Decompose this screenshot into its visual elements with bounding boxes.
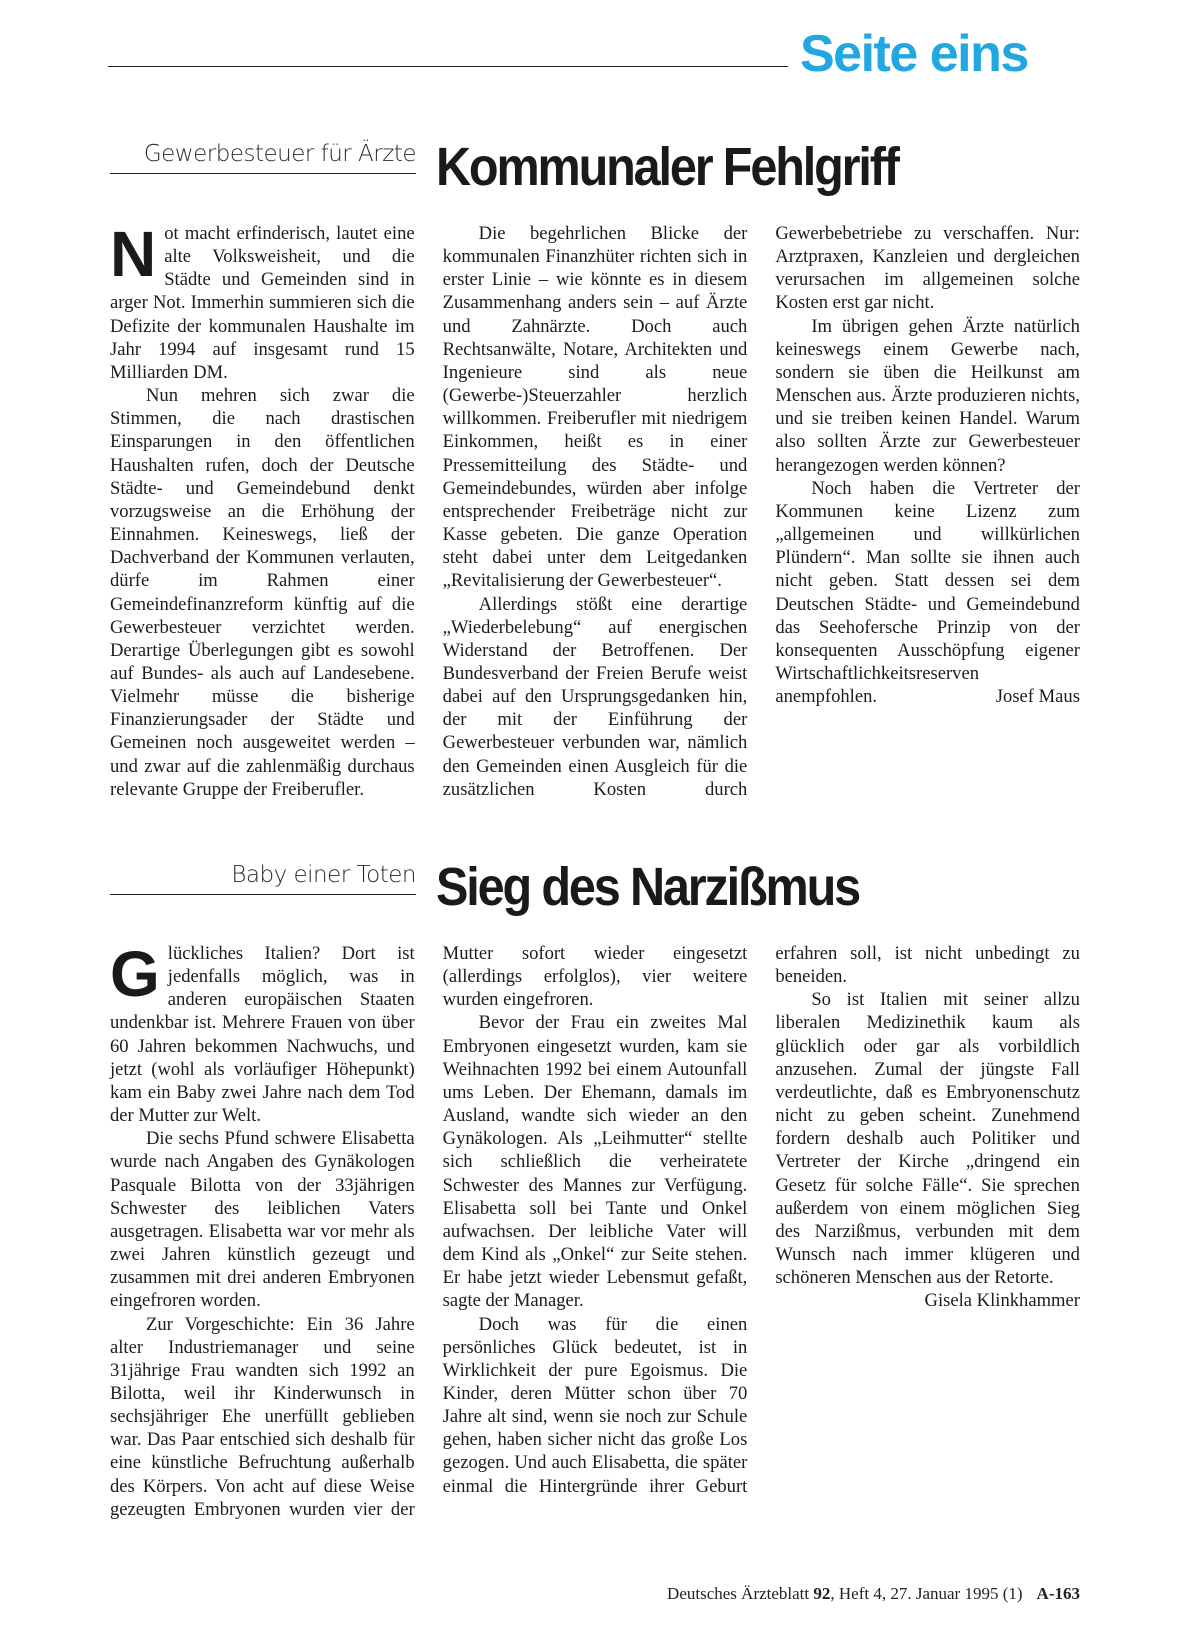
page-footer (560, 1584, 1080, 1604)
article-2-author: Gisela Klinkhammer (924, 1290, 1080, 1312)
article-1-lead-paragraph (110, 218, 415, 384)
footer-volume: 92 (813, 1584, 831, 1603)
article-2-paragraph-3: Zur Vorgeschichte: Ein 36 Jahre alter Industriemanager und seine 31jährige Frau wandten sich 1992 an Bilotta, weil ihr Kinderwunsch in sechsjähriger Ehe unerfüllt geblieben war. Das Paar entschied sich deshalb für eine künstliche Befruchtung außerhalb des Körpers. Von acht auf diese Weise gezeugten Embryonen wurden vier der Mutter sofort wieder eingesetzt (allerdings erfolglos), vier weitere wurden eingefroren. (110, 943, 748, 1520)
article-2-paragraph-6 (775, 988, 1080, 1312)
article-2-body (110, 938, 1080, 1532)
article-1-paragraph-3: Die begehrlichen Blicke der kommunalen Finanzhüter richten sich in erster Linie – wie könnte es in diesem Zusammenhang anders sein – auf Ärzte und Zahnärzte. Doch auch Rechtsanwälte, Notare, Architekten und Ingenieure sind als neue (Gewerbe-)Steuerzahler herzlich willkommen. Freiberufler mit niedrigem Einkommen, heißt es in einer Pressemitteilung des Städte- und Gemeindebundes, würden aber infolge entsprechender Freibeträge nicht zur Kasse gebeten. Die ganze Operation steht dabei unter dem Leitgedanken „Revitalisierung der Gewerbesteuer“. (442, 223, 748, 592)
footer-journal: Deutsches Ärzteblatt (667, 1584, 810, 1603)
footer-page-number: A-163 (1036, 1584, 1080, 1603)
article-2-dropcap: G (110, 938, 160, 1010)
article-1-headline: Kommunaler Fehlgriff (436, 137, 898, 197)
article-1-body (110, 218, 1080, 812)
article-2-lead-paragraph (110, 938, 415, 1127)
article-1-paragraph-5: Im übrigen gehen Ärzte natürlich keineswegs einem Gewerbe nach, sondern sie üben die Heilkunst am Menschen aus. Ärzte produzieren nichts, und sie treiben keinen Handel. Warum also sollten Ärzte zur Gewerbesteuer herangezogen werden können? (775, 315, 1080, 476)
article-2-lead-text: lückliches Italien? Dort ist jedenfalls möglich, was in anderen europäischen Staaten undenkbar ist. Mehrere Frauen von über 60 Jahren bekommen Nachwuchs, und jetzt (wohl als vorläufiger Höhepunkt) kam ein Baby zwei Jahre nach dem Tod der Mutter zur Welt. (110, 943, 415, 1127)
header-rule (108, 66, 788, 67)
article-1-lead-text: ot macht erfinderisch, lautet eine alte Volksweisheit, und die Städte und Gemeinden sind in arger Not. Immerhin summieren sich die Defizite der kommunalen Haushalte im Jahr 1994 auf insgesamt rund 15 Milliarden DM. (110, 223, 415, 383)
article-2-kicker: Baby einer Toten (110, 862, 416, 895)
article-1-author: Josef Maus (995, 686, 1080, 708)
article-1-paragraph-6-text: Noch haben die Vertreter der Kommunen keine Lizenz zum „allgemeinen und willkürlichen Plündern“. Man sollte sie ihnen auch nicht geben. Statt dessen sei dem Deutschen Städte- und Gemeindebund das Seehofersche Prinzip von der konsequenten Ausschöpfung eigener Wirtschaftlichkeitsreserven anempfohlen. (775, 477, 1080, 708)
article-1-paragraph-2: Nun mehren sich zwar die Stimmen, die nach drastischen Einsparungen in den öffentlichen Haushalten rufen, doch der Deutsche Städte- und Gemeindebund denkt vorzugsweise an die Erhöhung der Einnahmen. Keineswegs, ließ der Dachverband der Kommunen verlauten, dürfe im Rahmen einer Gemeindefinanzreform künftig auf die Gewerbesteuer verzichtet werden. Derartige Überlegungen gibt es sowohl auf Bundes- als auch auf Landesebene. Vielmehr müsse die bisherige Finanzierungsader der Städte und Gemeinen noch ausgeweitet werden – und zwar auf die zahlenmäßig durchaus relevante Gruppe der Freiberufler. (110, 385, 415, 800)
article-2-paragraph-5: Doch was für die einen persönliches Glück bedeutet, ist in Wirklichkeit der pure Egoismus. Die Kinder, deren Mütter schon über 70 Jahre alt sind, wenn sie noch zur Schule gehen, haben sicher nicht das große Los gezogen. Und auch Elisabetta, die später einmal die Hintergründe ihrer Geburt erfahren soll, ist nicht unbedingt zu beneiden. (442, 943, 1080, 1497)
footer-issue: , Heft 4, 27. Januar 1995 (1) (830, 1584, 1023, 1603)
article-2-paragraph-4: Bevor der Frau ein zweites Mal Embryonen eingesetzt wurden, kam sie Weihnachten 1992 bei einem Autounfall ums Leben. Der Ehemann, damals im Ausland, wandte sich wieder an den Gynäkologen. Als „Leihmutter“ stellte sich schließlich die verheiratete Schwester des Mannes zur Verfügung. Elisabetta soll bei Tante und Onkel aufwachsen. Der leibliche Vater will dem Kind als „Onkel“ zur Seite stehen. Er habe jetzt wieder Lebensmut gefaßt, sagte der Manager. (442, 1012, 748, 1312)
article-2-paragraph-6-text: So ist Italien mit seiner allzu liberalen Medizinethik kaum als glücklich oder gar als vorbildlich anzusehen. Zumal der jüngste Fall verdeutlichte, daß es Embryonenschutz nicht zu geben scheint. Zunehmend fordern deshalb auch Politiker und Vertreter der Kirche „dringend ein Gesetz für solche Fälle“. Sie sprechen außerdem von einem möglichen Sieg des Narzißmus, verbunden mit dem Wunsch nach immer klügeren und schöneren Menschen aus der Retorte. (775, 989, 1080, 1289)
section-label: Seite eins (800, 25, 1028, 83)
article-1-paragraph-6 (775, 477, 1080, 709)
article-2-headline: Sieg des Narzißmus (436, 857, 859, 917)
article-2-paragraph-2: Die sechs Pfund schwere Elisabetta wurde nach Angaben des Gynäkologen Pasquale Bilotta von der 33jährigen Schwester des leiblichen Vaters ausgetragen. Elisabetta war vor mehr als zwei Jahren künstlich gezeugt und zusammen mit drei anderen Embryonen eingefroren worden. (110, 1128, 415, 1312)
article-1-paragraph-4: Allerdings stößt eine derartige „Wiederbelebung“ auf energischen Widerstand der Betroffenen. Der Bundesverband der Freien Berufe weist dabei auf den Ursprungsgedanken hin, der mit der Einführung der Gewerbesteuer verbunden war, nämlich den Gemeinden einen Ausgleich für die zusätzlichen Kosten durch Gewerbebetriebe zu verschaffen. Nur: Arztpraxen, Kanzleien und dergleichen verursachen im allgemeinen solche Kosten erst gar nicht. (442, 223, 1080, 800)
article-1-dropcap: N (110, 218, 157, 290)
article-1-kicker: Gewerbesteuer für Ärzte (110, 141, 416, 174)
